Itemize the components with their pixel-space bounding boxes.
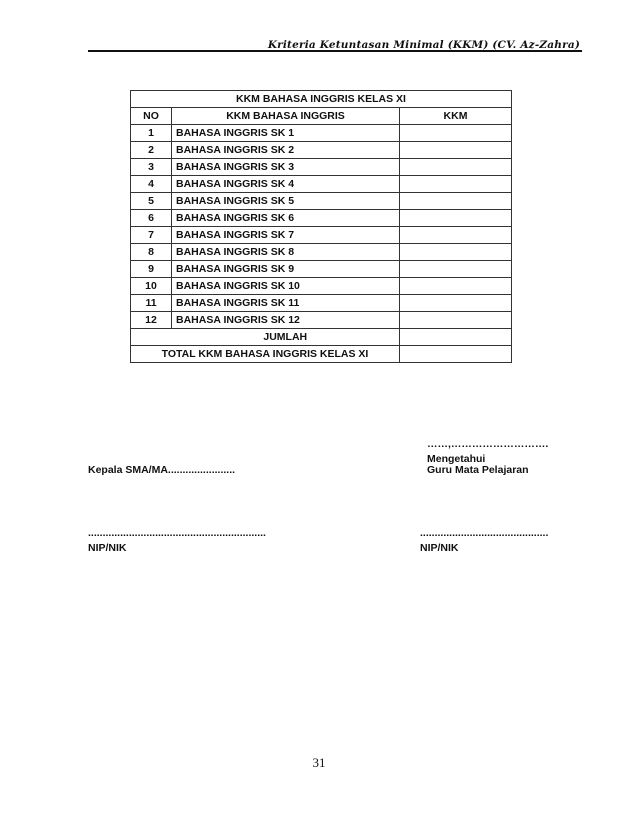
table-row	[131, 227, 512, 244]
row-kkm-value	[400, 210, 512, 227]
row-name: BAHASA INGGRIS SK 8	[172, 244, 400, 261]
table-row	[131, 312, 512, 329]
row-number: 5	[131, 193, 172, 210]
teacher-nip: NIP/NIK	[420, 542, 459, 554]
row-name: BAHASA INGGRIS SK 12	[172, 312, 400, 329]
row-number: 9	[131, 261, 172, 278]
row-kkm-value	[400, 193, 512, 210]
mengetahui-text: Mengetahui	[427, 453, 486, 465]
date-line: ……,……………………….	[427, 438, 549, 450]
table-row	[131, 278, 512, 295]
row-number: 3	[131, 159, 172, 176]
row-name: BAHASA INGGRIS SK 1	[172, 125, 400, 142]
column-header-kkm: KKM	[400, 108, 512, 125]
row-number: 4	[131, 176, 172, 193]
row-name: BAHASA INGGRIS SK 5	[172, 193, 400, 210]
table-row	[131, 142, 512, 159]
jumlah-value	[400, 329, 512, 346]
row-number: 11	[131, 295, 172, 312]
row-kkm-value	[400, 312, 512, 329]
row-name: BAHASA INGGRIS SK 9	[172, 261, 400, 278]
row-number: 12	[131, 312, 172, 329]
row-kkm-value	[400, 142, 512, 159]
row-name: BAHASA INGGRIS SK 6	[172, 210, 400, 227]
row-kkm-value	[400, 176, 512, 193]
row-kkm-value	[400, 227, 512, 244]
principal-signature-line: .............................................................	[88, 527, 266, 539]
row-kkm-value	[400, 159, 512, 176]
row-number: 2	[131, 142, 172, 159]
row-kkm-value	[400, 295, 512, 312]
row-number: 10	[131, 278, 172, 295]
table-row	[131, 295, 512, 312]
teacher-signature-line: ............................................	[420, 527, 549, 539]
table-row	[131, 244, 512, 261]
table-row	[131, 176, 512, 193]
table-row	[131, 210, 512, 227]
kkm-table-body	[131, 91, 512, 363]
row-number: 6	[131, 210, 172, 227]
running-header-title: Kriteria Ketuntasan Minimal (KKM) (CV. Az-Zahra)	[267, 39, 580, 51]
principal-role: Kepala SMA/MA.......................	[88, 464, 236, 476]
total-label: TOTAL KKM BAHASA INGGRIS KELAS XI	[131, 346, 400, 363]
jumlah-spacer	[131, 329, 172, 346]
table-title: KKM BAHASA INGGRIS KELAS XI	[131, 91, 512, 108]
row-kkm-value	[400, 125, 512, 142]
column-header-name: KKM BAHASA INGGRIS	[172, 108, 400, 125]
row-name: BAHASA INGGRIS SK 2	[172, 142, 400, 159]
header-rule	[88, 50, 582, 52]
row-number: 1	[131, 125, 172, 142]
teacher-role: Guru Mata Pelajaran	[427, 464, 529, 476]
total-row	[131, 346, 512, 363]
kkm-table	[130, 90, 512, 363]
row-kkm-value	[400, 278, 512, 295]
row-name: BAHASA INGGRIS SK 3	[172, 159, 400, 176]
row-kkm-value	[400, 261, 512, 278]
row-name: BAHASA INGGRIS SK 4	[172, 176, 400, 193]
table-row	[131, 193, 512, 210]
table-title-row	[131, 91, 512, 108]
page-number: 31	[312, 755, 326, 770]
principal-nip: NIP/NIK	[88, 542, 127, 554]
row-name: BAHASA INGGRIS SK 11	[172, 295, 400, 312]
table-header-row	[131, 108, 512, 125]
total-value	[400, 346, 512, 363]
column-header-no: NO	[131, 108, 172, 125]
row-name: BAHASA INGGRIS SK 7	[172, 227, 400, 244]
table-row	[131, 125, 512, 142]
jumlah-row	[131, 329, 512, 346]
jumlah-label: JUMLAH	[172, 329, 400, 346]
row-name: BAHASA INGGRIS SK 10	[172, 278, 400, 295]
row-kkm-value	[400, 244, 512, 261]
table-row	[131, 159, 512, 176]
row-number: 7	[131, 227, 172, 244]
table-row	[131, 261, 512, 278]
row-number: 8	[131, 244, 172, 261]
